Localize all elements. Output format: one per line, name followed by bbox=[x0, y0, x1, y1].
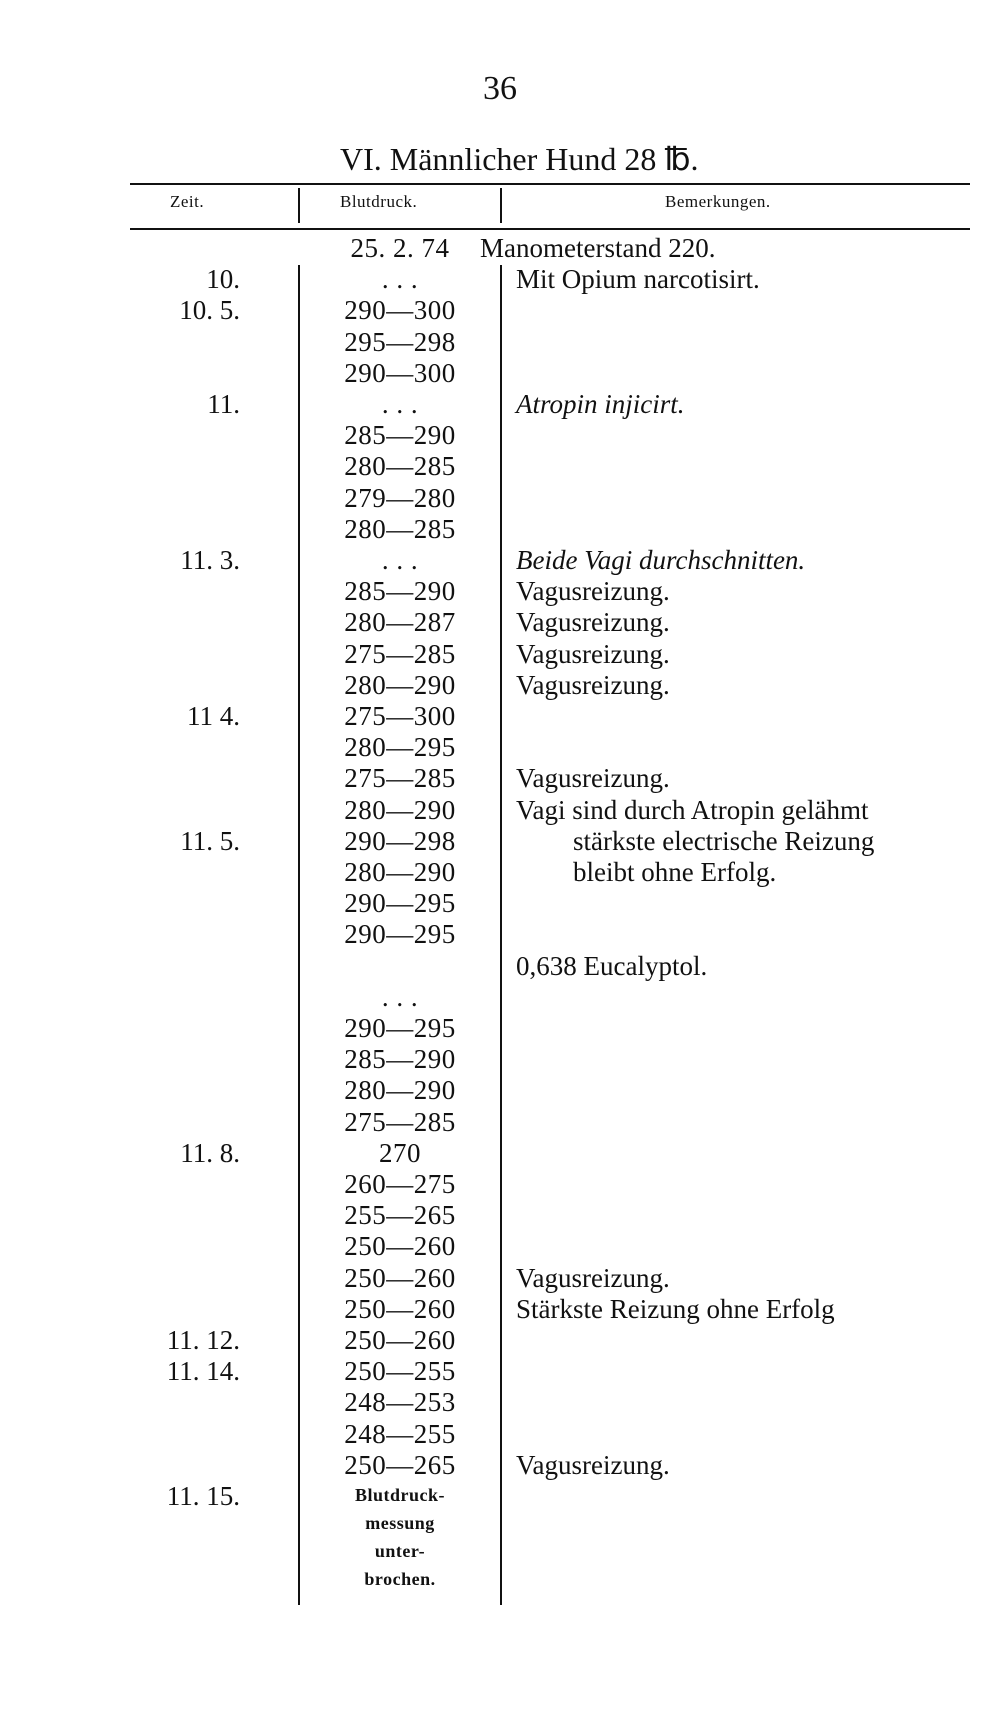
table-row bbox=[0, 451, 1000, 482]
table-row bbox=[0, 514, 1000, 545]
pressure-cell: 250—260 bbox=[344, 1325, 456, 1355]
table-row bbox=[0, 670, 1000, 701]
time-cell: 11. 12. bbox=[166, 1325, 240, 1355]
table-row bbox=[0, 327, 1000, 358]
pressure-cell: 255—265 bbox=[344, 1200, 456, 1231]
remark-cell: Vagusreizung. bbox=[516, 1449, 670, 1480]
table-row bbox=[0, 639, 1000, 670]
pressure-cell: 275—285 bbox=[344, 1106, 456, 1137]
table-row bbox=[0, 1419, 1000, 1450]
pressure-cell: 248—255 bbox=[344, 1418, 456, 1449]
pressure-cell: 290—295 bbox=[344, 919, 456, 950]
pressure-cell: 285—290 bbox=[344, 420, 456, 451]
table-row bbox=[0, 1138, 1000, 1169]
pressure-cell: 285—290 bbox=[344, 576, 456, 607]
header-bottom-rule bbox=[130, 228, 970, 230]
remark-cell: stärkste electrische Reizung bbox=[573, 825, 875, 856]
table-row bbox=[0, 264, 1000, 295]
pressure-cell: 250—265 bbox=[344, 1449, 456, 1480]
table-row bbox=[0, 607, 1000, 638]
remark-cell: Manometerstand 220. bbox=[480, 233, 716, 263]
pressure-cell: 275—285 bbox=[344, 638, 456, 669]
remark-cell: 0,638 Eucalyptol. bbox=[516, 950, 708, 981]
table-row bbox=[0, 358, 1000, 389]
pressure-cell: 250—260 bbox=[344, 1293, 456, 1324]
pressure-cell: 280—290 bbox=[344, 1075, 456, 1106]
column-header-remarks: Bemerkungen. bbox=[665, 192, 771, 211]
table-row bbox=[0, 389, 1000, 420]
time-cell: 11. 3. bbox=[180, 545, 240, 575]
table-row bbox=[0, 1200, 1000, 1231]
closing-note-line: messung bbox=[365, 1513, 435, 1533]
pressure-cell: 250—260 bbox=[344, 1231, 456, 1262]
table-row bbox=[0, 1013, 1000, 1044]
time-cell: 10. 5. bbox=[179, 295, 240, 326]
table-row bbox=[0, 1356, 1000, 1387]
pressure-cell: 280—290 bbox=[344, 669, 456, 700]
time-cell: 11 4. bbox=[187, 701, 240, 731]
pressure-cell: . . . bbox=[381, 264, 419, 295]
pressure-cell: 285—290 bbox=[344, 1044, 456, 1075]
table-row bbox=[0, 919, 1000, 950]
time-cell: 11. 5. bbox=[180, 825, 240, 856]
pressure-cell: 290—295 bbox=[344, 888, 456, 919]
pressure-cell: 290—295 bbox=[344, 1013, 456, 1043]
pressure-cell: 279—280 bbox=[344, 482, 456, 513]
table-row bbox=[0, 701, 1000, 732]
column-header-pressure: Blutdruck. bbox=[340, 192, 418, 211]
pressure-cell: 280—285 bbox=[344, 451, 456, 482]
page-number: 36 bbox=[483, 70, 517, 107]
pressure-cell: 248—253 bbox=[344, 1387, 456, 1418]
header-divider-2 bbox=[500, 188, 502, 223]
remark-cell: bleibt ohne Erfolg. bbox=[573, 857, 777, 887]
pressure-cell: 260—275 bbox=[344, 1169, 456, 1199]
table-row bbox=[0, 763, 1000, 794]
pressure-cell: 250—255 bbox=[344, 1356, 456, 1387]
table-row bbox=[0, 1294, 1000, 1325]
table-row bbox=[0, 732, 1000, 763]
time-cell: 10. bbox=[206, 264, 240, 295]
header-top-rule bbox=[130, 183, 970, 185]
remark-cell: Vagusreizung. bbox=[516, 576, 670, 607]
table-row bbox=[0, 1387, 1000, 1418]
table-row bbox=[0, 545, 1000, 576]
closing-note-line: Blutdruck- bbox=[354, 1485, 446, 1505]
remark-cell: Vagusreizung. bbox=[516, 763, 670, 794]
pressure-cell: 250—260 bbox=[344, 1262, 456, 1293]
closing-note-line: brochen. bbox=[364, 1569, 436, 1589]
table-row bbox=[0, 483, 1000, 514]
table-row bbox=[0, 1481, 1000, 1512]
pressure-cell: . . . bbox=[381, 545, 419, 575]
pressure-cell: . . . bbox=[381, 389, 419, 419]
pressure-cell: 290—298 bbox=[344, 825, 456, 856]
table-row bbox=[0, 295, 1000, 326]
pressure-cell: 25. 2. 74 bbox=[350, 233, 450, 263]
pressure-cell: 280—295 bbox=[344, 732, 456, 763]
table-row bbox=[0, 888, 1000, 919]
table-row bbox=[0, 1075, 1000, 1106]
column-header-time: Zeit. bbox=[170, 192, 205, 211]
remark-cell: Vagusreizung. bbox=[516, 638, 670, 669]
table-row bbox=[0, 982, 1000, 1013]
pressure-cell: 280—290 bbox=[344, 857, 456, 887]
table-row bbox=[0, 576, 1000, 607]
pressure-cell: 295—298 bbox=[344, 326, 456, 357]
table-row bbox=[0, 1107, 1000, 1138]
table-row bbox=[0, 857, 1000, 888]
pressure-cell: 275—285 bbox=[344, 763, 456, 794]
remark-cell: Beide Vagi durchschnitten. bbox=[516, 545, 806, 575]
table-row bbox=[0, 1263, 1000, 1294]
remark-cell: Atropin injicirt. bbox=[516, 389, 685, 419]
table-row bbox=[0, 1169, 1000, 1200]
pressure-cell: 280—285 bbox=[344, 513, 456, 544]
remark-cell: Vagusreizung. bbox=[516, 669, 670, 700]
remark-cell: Vagusreizung. bbox=[516, 607, 670, 638]
pressure-cell: 290—300 bbox=[344, 357, 456, 388]
time-cell: 11. 15. bbox=[166, 1481, 240, 1511]
remark-cell: Stärkste Reizung ohne Erfolg bbox=[516, 1293, 835, 1324]
table-row bbox=[0, 1325, 1000, 1356]
pressure-cell: 275—300 bbox=[344, 701, 456, 731]
header-divider-1 bbox=[298, 188, 300, 223]
pressure-cell: 280—290 bbox=[344, 794, 456, 825]
table-row bbox=[0, 826, 1000, 857]
pressure-cell: . . . bbox=[381, 981, 419, 1012]
remark-cell: Vagusreizung. bbox=[516, 1262, 670, 1293]
table-row bbox=[0, 1231, 1000, 1262]
remark-cell: Mit Opium narcotisirt. bbox=[516, 264, 760, 295]
table-row bbox=[0, 951, 1000, 982]
time-cell: 11. bbox=[207, 389, 240, 419]
table-row bbox=[0, 233, 1000, 264]
time-cell: 11. 8. bbox=[180, 1137, 240, 1168]
table-row bbox=[0, 1450, 1000, 1481]
table-row bbox=[0, 1044, 1000, 1075]
pressure-cell: 290—300 bbox=[344, 295, 456, 326]
pressure-cell: 270 bbox=[379, 1137, 421, 1168]
table-row bbox=[0, 795, 1000, 826]
pressure-cell: 280—287 bbox=[344, 607, 456, 638]
time-cell: 11. 14. bbox=[166, 1356, 240, 1387]
table-row bbox=[0, 420, 1000, 451]
remark-cell: Vagi sind durch Atropin gelähmt bbox=[516, 794, 869, 825]
closing-note-line: unter- bbox=[374, 1541, 426, 1561]
table-title: VI. Männlicher Hund 28 ℔. bbox=[340, 141, 699, 177]
